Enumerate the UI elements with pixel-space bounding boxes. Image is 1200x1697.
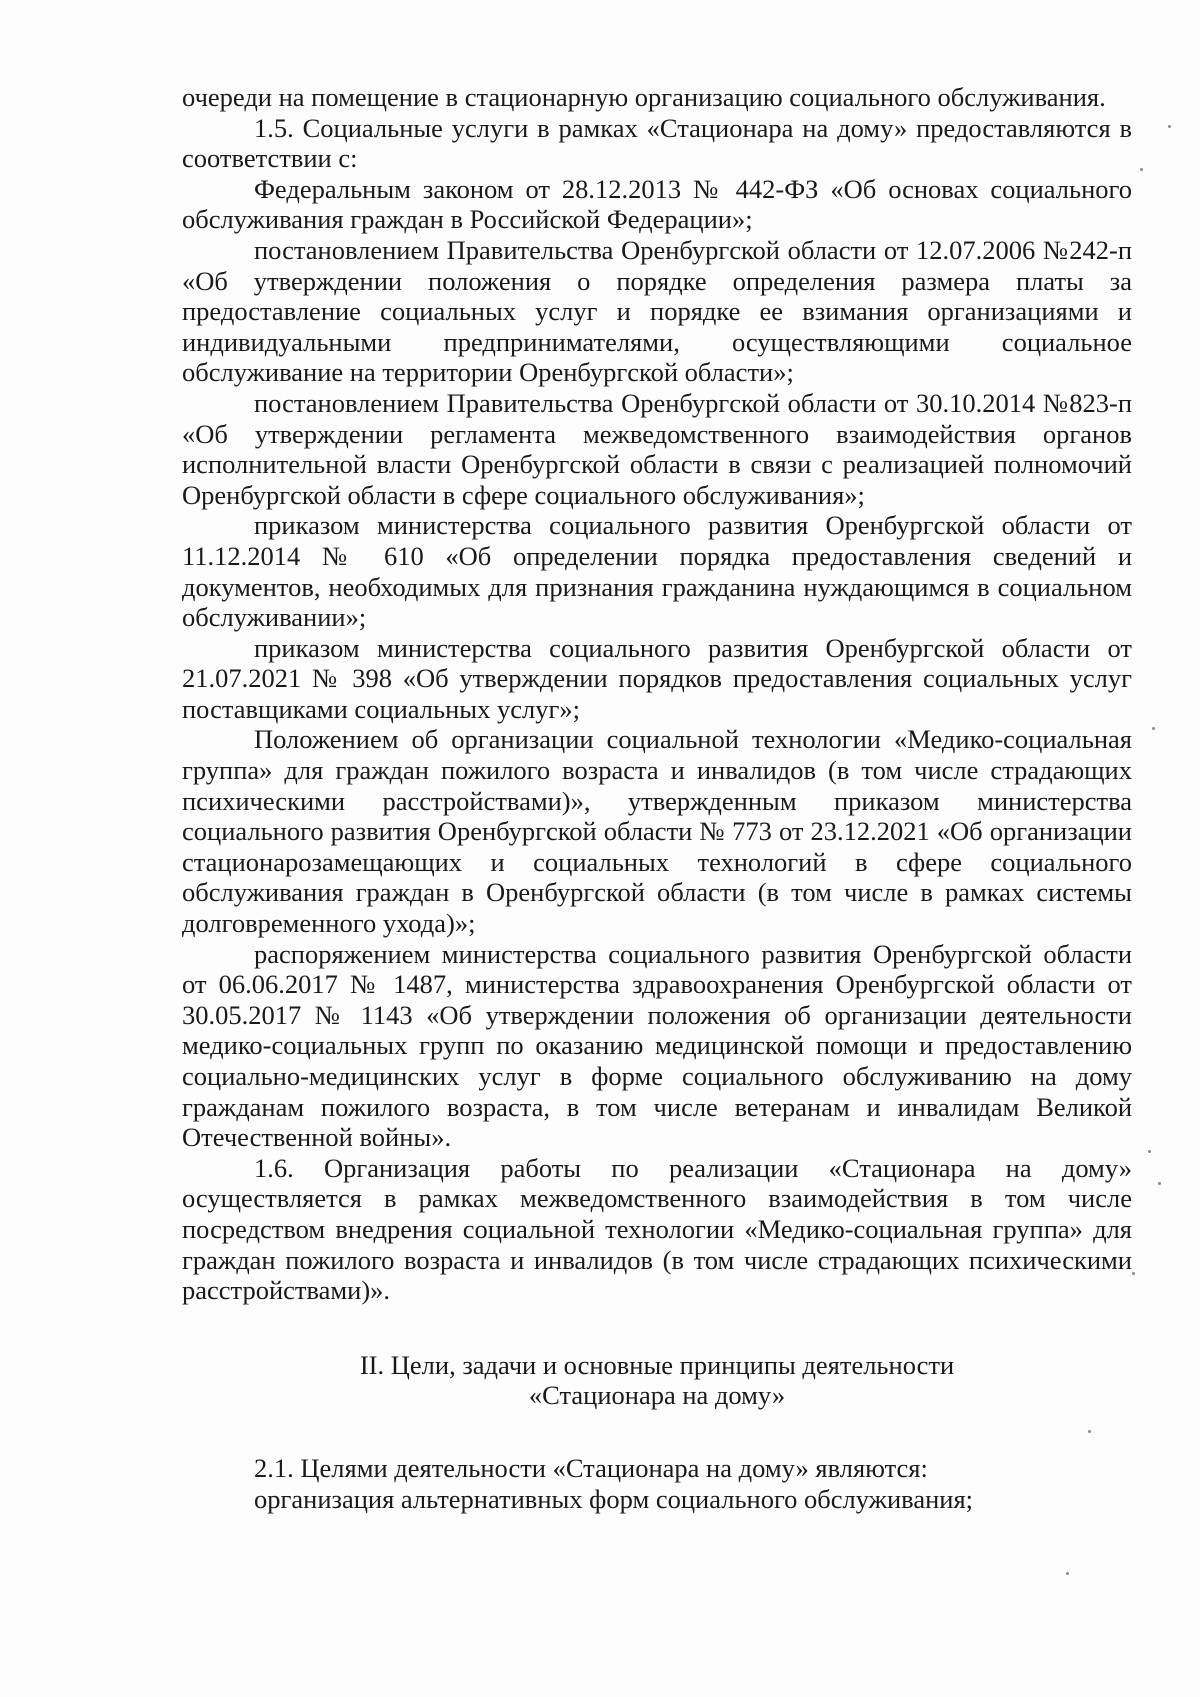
scan-speck: [1158, 1182, 1161, 1185]
scan-speck: [1132, 1272, 1135, 1275]
scan-speck: [1148, 1150, 1151, 1153]
scan-speck: [1088, 1430, 1091, 1433]
scan-speck: [1152, 727, 1155, 730]
paragraph-1-5: 1.5. Социальные услуги в рамках «Стационара на дому» предоставляются в соответствии с:: [182, 112, 1132, 174]
section-heading-line2: «Стационара на дому»: [528, 1380, 786, 1411]
paragraph-2-1: 2.1. Целями деятельности «Стационара на дому» являются:: [254, 1452, 928, 1483]
paragraph-order-398: приказом министерства социального развития Оренбургской области от 21.07.2021 № 398 «Об утверждении порядков предоставления социальных услуг поставщиками социальных услуг»;: [182, 632, 1132, 724]
paragraph-continuation: очереди на помещение в стационарную организацию социального обслуживания.: [182, 82, 1106, 112]
section-heading-line1: II. Цели, задачи и основные принципы деятельности: [359, 1349, 955, 1380]
document-body: [182, 82, 1132, 1514]
scan-speck: [1066, 1572, 1069, 1575]
paragraph-federal-law: Федеральным законом от 28.12.2013 № 442-ФЗ «Об основах социального обслуживания граждан в Российской Федерации»;: [182, 173, 1132, 235]
scan-speck: [1140, 168, 1143, 171]
paragraph-resolution-242: постановлением Правительства Оренбургской области от 12.07.2006 №242-п «Об утверждении положения о порядке определения размера платы за предоставление социальных услуг и порядке ее взимания организациями и индивидуальными предпринимателями, осуществляющими социальное обслуживание на территории Оренбургской области»;: [182, 234, 1132, 388]
section-heading: [182, 1350, 1132, 1411]
paragraph-order-610: приказом министерства социального развития Оренбургской области от 11.12.2014 № 610 «Об определении порядка предоставления сведений и документов, необходимых для признания гражданина нуждающимся в социальном обслуживании»;: [182, 510, 1132, 633]
paragraph-2-1-item: организация альтернативных форм социального обслуживания;: [254, 1483, 973, 1514]
paragraph-decree-1487: распоряжением министерства социального развития Оренбургской области от 06.06.2017 № 1487, министерства здравоохранения Оренбургской области от 30.05.2017 № 1143 «Об утверждении положения об организации деятельности медико-социальных групп по оказанию медицинской помощи и предоставлению социально-медицинских услуг в форме социального обслуживанию на дому гражданам пожилого возраста, в том числе ветеранам и инвалидам Великой Отечественной войны».: [182, 938, 1132, 1153]
paragraph-1-6: 1.6. Организация работы по реализации «Стационара на дому» осуществляется в рамках межведомственного взаимодействия в том числе посредством внедрения социальной технологии «Медико-социальная группа» для граждан пожилого возраста и инвалидов (в том числе страдающих психическими расстройствами)».: [182, 1152, 1132, 1306]
scan-speck: [1168, 125, 1171, 128]
paragraph-regulation-773: Положением об организации социальной технологии «Медико-социальная группа» для граждан пожилого возраста и инвалидов (в том числе страдающих психическими расстройствами)», утвержденным приказом министерства социального развития Оренбургской области № 773 от 23.12.2021 «Об организации стационарозамещающих и социальных технологий в сфере социального обслуживания граждан в Оренбургской области (в том числе в рамках системы долговременного ухода)»;: [182, 724, 1132, 939]
paragraph-resolution-823: постановлением Правительства Оренбургской области от 30.10.2014 №823-п «Об утверждении регламента межведомственного взаимодействия органов исполнительной власти Оренбургской области в связи с реализацией полномочий Оренбургской области в сфере социального обслуживания»;: [182, 387, 1132, 510]
